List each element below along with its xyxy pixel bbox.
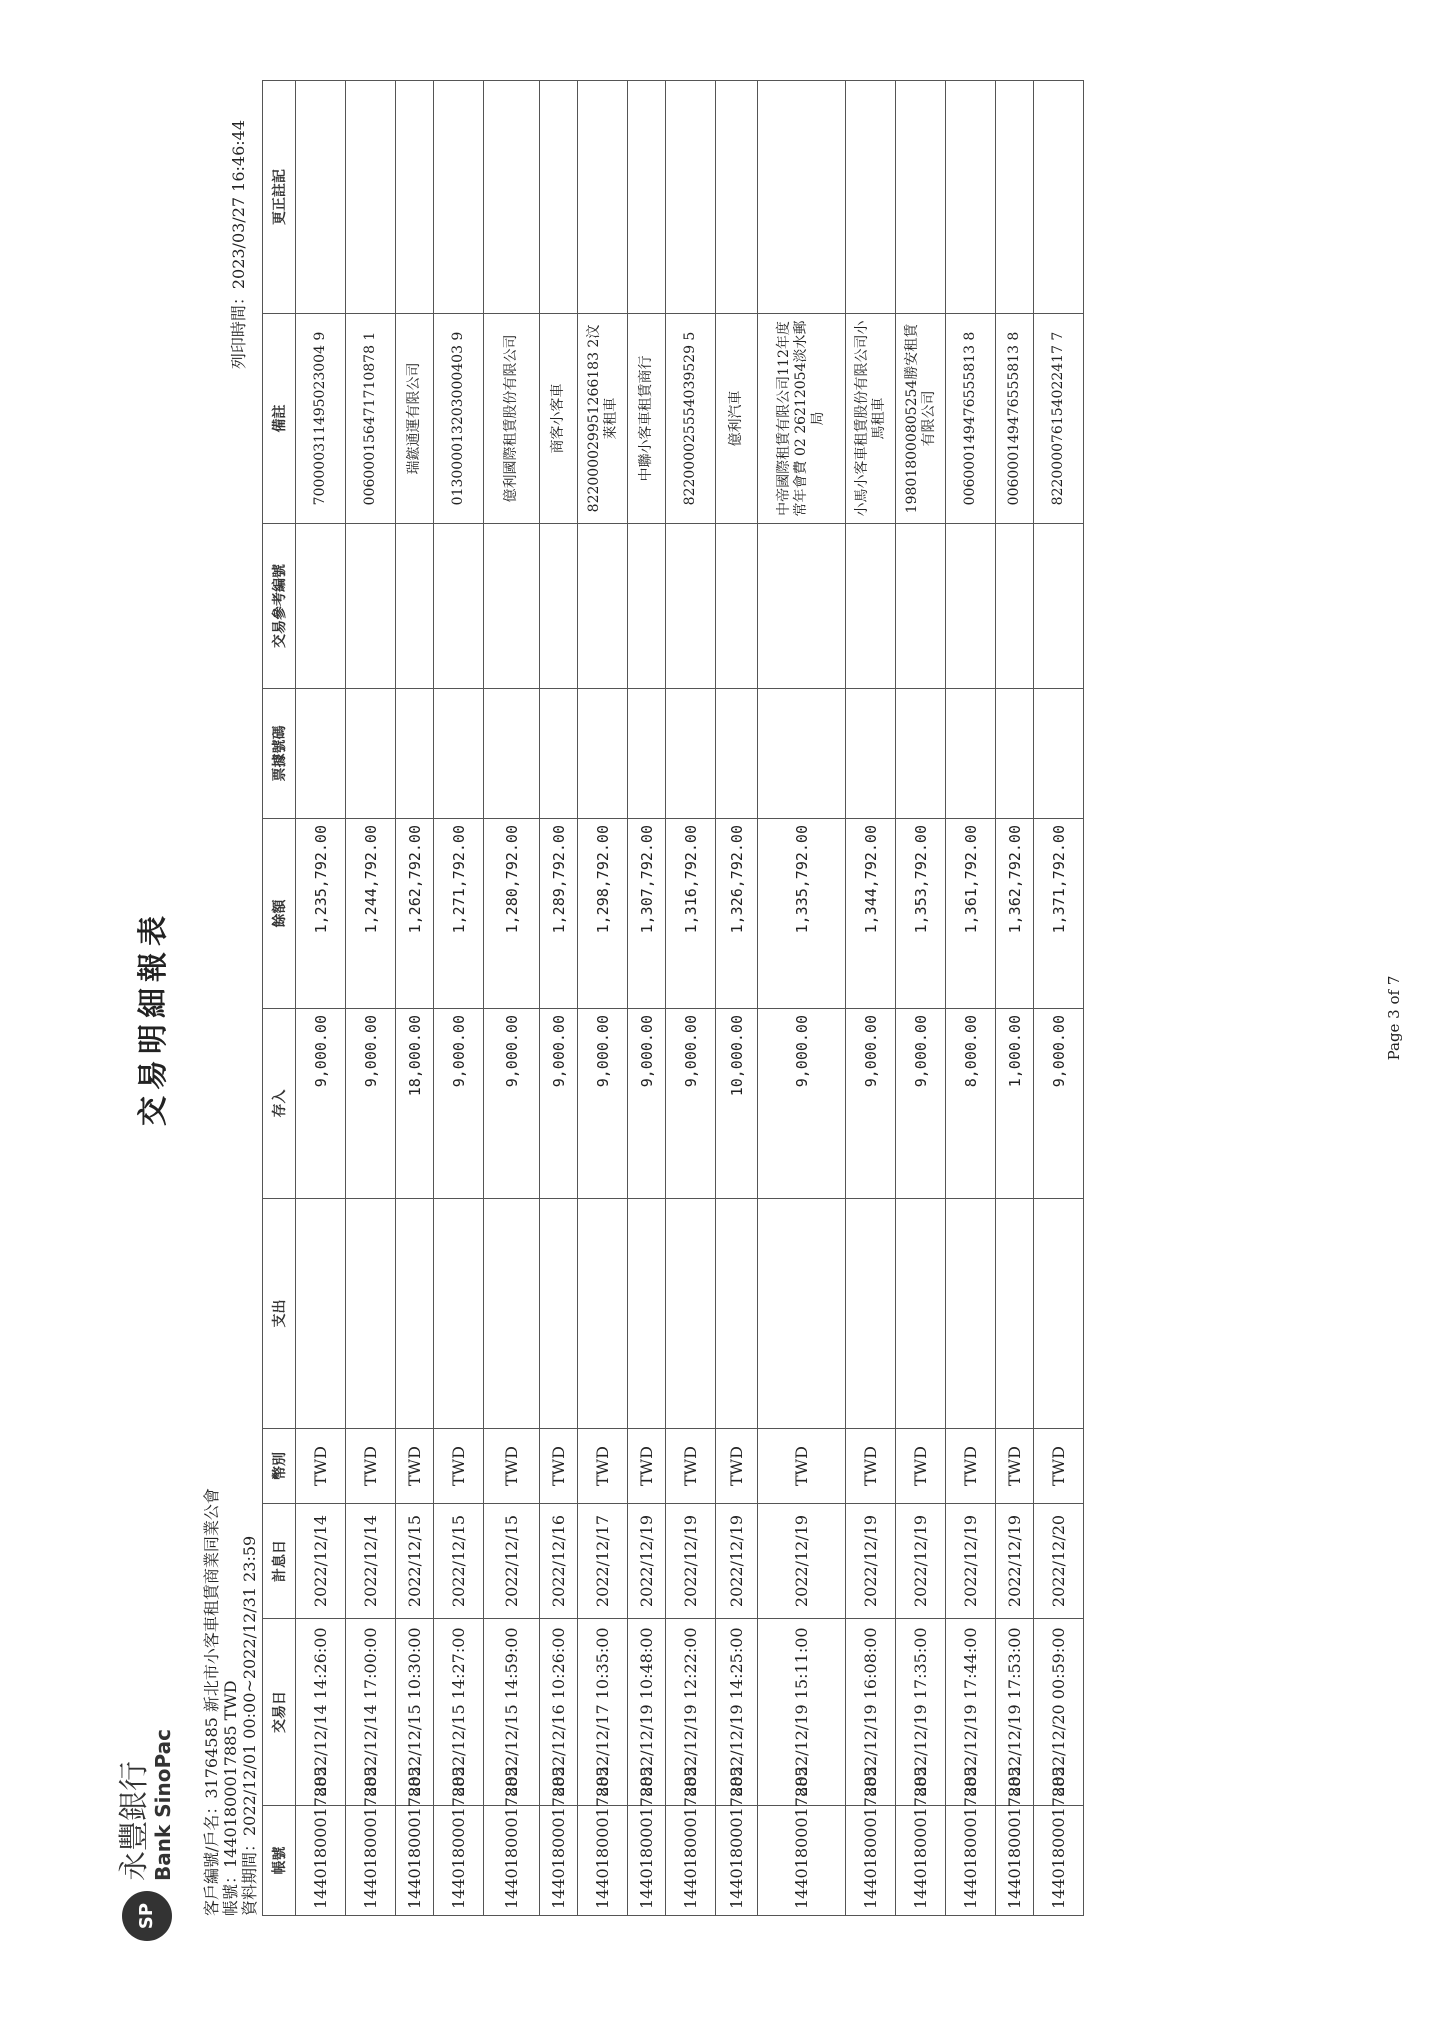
col-currency: 幣別	[263, 1429, 296, 1504]
balance-cell: 1,371,792.00	[1034, 819, 1084, 1009]
debit-cell	[628, 1199, 666, 1429]
currency-cell: TWD	[846, 1429, 896, 1504]
credit-cell: 9,000.00	[296, 1009, 346, 1199]
account-cell: 14401800017885	[578, 1806, 628, 1916]
credit-cell: 18,000.00	[396, 1009, 434, 1199]
col-balance: 餘額	[263, 819, 296, 1009]
balance-cell: 1,307,792.00	[628, 819, 666, 1009]
account-cell: 14401800017885	[896, 1806, 946, 1916]
balance-cell: 1,271,792.00	[434, 819, 484, 1009]
txn-date-cell: 2022/12/19 15:11:00	[758, 1619, 846, 1806]
check-no-cell	[1034, 689, 1084, 819]
value-date-cell: 2022/12/14	[346, 1504, 396, 1619]
col-credit: 存入	[263, 1009, 296, 1199]
value-date-cell: 2022/12/15	[434, 1504, 484, 1619]
account-cell: 14401800017885	[396, 1806, 434, 1916]
memo-cell: 006000149476555813 8	[996, 314, 1034, 524]
debit-cell	[296, 1199, 346, 1429]
account-cell: 14401800017885	[846, 1806, 896, 1916]
table-row	[896, 81, 946, 1916]
txn-date-cell: 2022/12/19 12:22:00	[666, 1619, 716, 1806]
credit-cell: 9,000.00	[628, 1009, 666, 1199]
check-no-cell	[434, 689, 484, 819]
table-row	[846, 81, 896, 1916]
col-txn-date: 交易日	[263, 1619, 296, 1806]
ref-no-cell	[540, 524, 578, 689]
debit-cell	[846, 1199, 896, 1429]
ref-no-cell	[346, 524, 396, 689]
balance-cell: 1,316,792.00	[666, 819, 716, 1009]
correction-cell	[846, 81, 896, 314]
table-row	[578, 81, 628, 1916]
check-no-cell	[484, 689, 540, 819]
credit-cell: 9,000.00	[846, 1009, 896, 1199]
memo-cell: 億利國際租賃股份有限公司	[484, 314, 540, 524]
currency-cell: TWD	[996, 1429, 1034, 1504]
ref-no-cell	[396, 524, 434, 689]
page-number: Page 3 of 7	[1385, 975, 1403, 1061]
account-cell: 14401800017885	[996, 1806, 1034, 1916]
check-no-cell	[758, 689, 846, 819]
memo-cell: 822000025554039529 5	[666, 314, 716, 524]
table-row	[716, 81, 758, 1916]
col-check-no: 票據號碼	[263, 689, 296, 819]
currency-cell: TWD	[896, 1429, 946, 1504]
table-row	[628, 81, 666, 1916]
txn-date-cell: 2022/12/19 10:48:00	[628, 1619, 666, 1806]
col-account: 帳號	[263, 1806, 296, 1916]
value-date-cell: 2022/12/17	[578, 1504, 628, 1619]
correction-cell	[578, 81, 628, 314]
table-row	[1034, 81, 1084, 1916]
balance-cell: 1,353,792.00	[896, 819, 946, 1009]
bank-name-en: Bank SinoPac	[151, 1729, 175, 1881]
account-cell: 14401800017885	[346, 1806, 396, 1916]
account-cell: 14401800017885	[434, 1806, 484, 1916]
memo-cell: 006000149476555813 8	[946, 314, 996, 524]
balance-cell: 1,244,792.00	[346, 819, 396, 1009]
credit-cell: 9,000.00	[758, 1009, 846, 1199]
check-no-cell	[540, 689, 578, 819]
balance-cell: 1,280,792.00	[484, 819, 540, 1009]
account-info	[202, 1488, 259, 1916]
account-cell: 14401800017885	[1034, 1806, 1084, 1916]
debit-cell	[434, 1199, 484, 1429]
debit-cell	[346, 1199, 396, 1429]
table-row	[946, 81, 996, 1916]
balance-cell: 1,298,792.00	[578, 819, 628, 1009]
credit-cell: 9,000.00	[896, 1009, 946, 1199]
memo-cell: 瑞鋐通運有限公司	[396, 314, 434, 524]
check-no-cell	[716, 689, 758, 819]
customer-info: 客戶編號/戶名：31764585 新北市小客車租賃商業同業公會	[202, 1488, 221, 1916]
memo-cell: 006000156471710878 1	[346, 314, 396, 524]
currency-cell: TWD	[758, 1429, 846, 1504]
col-debit: 支出	[263, 1199, 296, 1429]
balance-cell: 1,262,792.00	[396, 819, 434, 1009]
account-cell: 14401800017885	[540, 1806, 578, 1916]
debit-cell	[996, 1199, 1034, 1429]
memo-cell: 822000029951266183 2汶萊租車	[578, 314, 628, 524]
ref-no-cell	[296, 524, 346, 689]
check-no-cell	[396, 689, 434, 819]
credit-cell: 9,000.00	[484, 1009, 540, 1199]
memo-cell: 中帝國際租賃有限公司112年度常年會費 02 26212054淡水郵局	[758, 314, 846, 524]
table-header-row	[263, 81, 296, 1916]
credit-cell: 9,000.00	[666, 1009, 716, 1199]
memo-cell: 億利汽車	[716, 314, 758, 524]
credit-cell: 9,000.00	[578, 1009, 628, 1199]
account-number: 帳號：14401800017885 TWD	[221, 1680, 240, 1916]
txn-date-cell: 2022/12/19 17:44:00	[946, 1619, 996, 1806]
currency-cell: TWD	[396, 1429, 434, 1504]
memo-cell: 013000013203000403 9	[434, 314, 484, 524]
ref-no-cell	[434, 524, 484, 689]
check-no-cell	[666, 689, 716, 819]
debit-cell	[484, 1199, 540, 1429]
account-cell: 14401800017885	[758, 1806, 846, 1916]
correction-cell	[296, 81, 346, 314]
debit-cell	[1034, 1199, 1084, 1429]
table-row	[666, 81, 716, 1916]
table-row	[996, 81, 1034, 1916]
value-date-cell: 2022/12/19	[996, 1504, 1034, 1619]
account-cell: 14401800017885	[628, 1806, 666, 1916]
value-date-cell: 2022/12/15	[484, 1504, 540, 1619]
table-row	[434, 81, 484, 1916]
value-date-cell: 2022/12/15	[396, 1504, 434, 1619]
account-cell: 14401800017885	[296, 1806, 346, 1916]
currency-cell: TWD	[296, 1429, 346, 1504]
check-no-cell	[578, 689, 628, 819]
check-no-cell	[628, 689, 666, 819]
credit-cell: 10,000.00	[716, 1009, 758, 1199]
table-row	[396, 81, 434, 1916]
debit-cell	[666, 1199, 716, 1429]
txn-date-cell: 2022/12/19 14:25:00	[716, 1619, 758, 1806]
currency-cell: TWD	[540, 1429, 578, 1504]
col-memo: 備註	[263, 314, 296, 524]
value-date-cell: 2022/12/19	[846, 1504, 896, 1619]
value-date-cell: 2022/12/19	[628, 1504, 666, 1619]
currency-cell: TWD	[716, 1429, 758, 1504]
print-time: 列印時間：2023/03/27 16:46:44	[229, 120, 248, 370]
check-no-cell	[296, 689, 346, 819]
currency-cell: TWD	[434, 1429, 484, 1504]
check-no-cell	[996, 689, 1034, 819]
table-row	[296, 81, 346, 1916]
correction-cell	[946, 81, 996, 314]
credit-cell: 9,000.00	[434, 1009, 484, 1199]
credit-cell: 9,000.00	[540, 1009, 578, 1199]
txn-date-cell: 2022/12/14 14:26:00	[296, 1619, 346, 1806]
credit-cell: 9,000.00	[346, 1009, 396, 1199]
account-cell: 14401800017885	[484, 1806, 540, 1916]
value-date-cell: 2022/12/16	[540, 1504, 578, 1619]
table-row	[758, 81, 846, 1916]
balance-cell: 1,335,792.00	[758, 819, 846, 1009]
txn-date-cell: 2022/12/14 17:00:00	[346, 1619, 396, 1806]
transaction-table	[262, 80, 1084, 1916]
txn-date-cell: 2022/12/19 16:08:00	[846, 1619, 896, 1806]
memo-cell: 小馬小客車租賃股份有限公司小馬租車	[846, 314, 896, 524]
txn-date-cell: 2022/12/20 00:59:00	[1034, 1619, 1084, 1806]
currency-cell: TWD	[628, 1429, 666, 1504]
value-date-cell: 2022/12/14	[296, 1504, 346, 1619]
value-date-cell: 2022/12/19	[946, 1504, 996, 1619]
account-cell: 14401800017885	[666, 1806, 716, 1916]
correction-cell	[434, 81, 484, 314]
ref-no-cell	[628, 524, 666, 689]
currency-cell: TWD	[484, 1429, 540, 1504]
currency-cell: TWD	[1034, 1429, 1084, 1504]
ref-no-cell	[1034, 524, 1084, 689]
correction-cell	[396, 81, 434, 314]
balance-cell: 1,362,792.00	[996, 819, 1034, 1009]
balance-cell: 1,326,792.00	[716, 819, 758, 1009]
bank-name-cn: 永豐銀行	[117, 1761, 152, 1881]
memo-cell: 198018000805254勝安租賃有限公司	[896, 314, 946, 524]
table-row	[484, 81, 540, 1916]
check-no-cell	[346, 689, 396, 819]
col-correction: 更正註記	[263, 81, 296, 314]
debit-cell	[578, 1199, 628, 1429]
report-title: 交易明細報表	[136, 910, 171, 1126]
correction-cell	[758, 81, 846, 314]
memo-cell: 商客小客車	[540, 314, 578, 524]
ref-no-cell	[716, 524, 758, 689]
ref-no-cell	[666, 524, 716, 689]
correction-cell	[716, 81, 758, 314]
value-date-cell: 2022/12/19	[896, 1504, 946, 1619]
txn-date-cell: 2022/12/19 17:35:00	[896, 1619, 946, 1806]
debit-cell	[758, 1199, 846, 1429]
correction-cell	[666, 81, 716, 314]
value-date-cell: 2022/12/20	[1034, 1504, 1084, 1619]
txn-date-cell: 2022/12/15 14:59:00	[484, 1619, 540, 1806]
txn-date-cell: 2022/12/15 10:30:00	[396, 1619, 434, 1806]
txn-date-cell: 2022/12/19 17:53:00	[996, 1619, 1034, 1806]
currency-cell: TWD	[578, 1429, 628, 1504]
account-cell: 14401800017885	[716, 1806, 758, 1916]
ref-no-cell	[578, 524, 628, 689]
currency-cell: TWD	[946, 1429, 996, 1504]
correction-cell	[540, 81, 578, 314]
balance-cell: 1,235,792.00	[296, 819, 346, 1009]
debit-cell	[540, 1199, 578, 1429]
bank-logo-icon: SP	[122, 1891, 172, 1941]
memo-cell: 中聯小客車租賃商行	[628, 314, 666, 524]
table-row	[346, 81, 396, 1916]
account-cell: 14401800017885	[946, 1806, 996, 1916]
ref-no-cell	[946, 524, 996, 689]
debit-cell	[716, 1199, 758, 1429]
balance-cell: 1,289,792.00	[540, 819, 578, 1009]
ref-no-cell	[896, 524, 946, 689]
txn-date-cell: 2022/12/15 14:27:00	[434, 1619, 484, 1806]
ref-no-cell	[484, 524, 540, 689]
value-date-cell: 2022/12/19	[666, 1504, 716, 1619]
memo-cell: 700000311495023004 9	[296, 314, 346, 524]
ref-no-cell	[846, 524, 896, 689]
ref-no-cell	[758, 524, 846, 689]
currency-cell: TWD	[666, 1429, 716, 1504]
correction-cell	[484, 81, 540, 314]
ref-no-cell	[996, 524, 1034, 689]
balance-cell: 1,361,792.00	[946, 819, 996, 1009]
credit-cell: 1,000.00	[996, 1009, 1034, 1199]
col-value-date: 計息日	[263, 1504, 296, 1619]
check-no-cell	[896, 689, 946, 819]
correction-cell	[996, 81, 1034, 314]
data-period: 資料期間：2022/12/01 00:00~2022/12/31 23:59	[240, 1535, 259, 1916]
table-row	[540, 81, 578, 1916]
correction-cell	[896, 81, 946, 314]
correction-cell	[1034, 81, 1084, 314]
credit-cell: 8,000.00	[946, 1009, 996, 1199]
value-date-cell: 2022/12/19	[716, 1504, 758, 1619]
debit-cell	[396, 1199, 434, 1429]
col-ref-no: 交易參考編號	[263, 524, 296, 689]
check-no-cell	[846, 689, 896, 819]
txn-date-cell: 2022/12/16 10:26:00	[540, 1619, 578, 1806]
debit-cell	[896, 1199, 946, 1429]
credit-cell: 9,000.00	[1034, 1009, 1084, 1199]
txn-date-cell: 2022/12/17 10:35:00	[578, 1619, 628, 1806]
currency-cell: TWD	[346, 1429, 396, 1504]
value-date-cell: 2022/12/19	[758, 1504, 846, 1619]
memo-cell: 822000076154022417 7	[1034, 314, 1084, 524]
debit-cell	[946, 1199, 996, 1429]
check-no-cell	[946, 689, 996, 819]
balance-cell: 1,344,792.00	[846, 819, 896, 1009]
correction-cell	[628, 81, 666, 314]
correction-cell	[346, 81, 396, 314]
